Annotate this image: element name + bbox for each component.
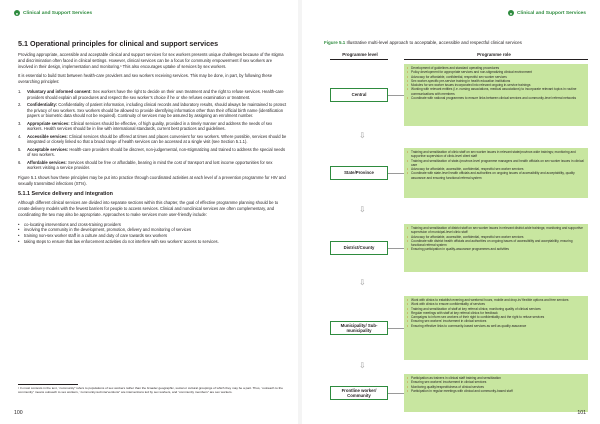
- bullet-icon: •: [407, 315, 409, 319]
- bullet-icon: •: [407, 306, 409, 311]
- principle-number: 2.: [18, 101, 22, 107]
- bullet-icon: •: [407, 298, 409, 302]
- programme-role-text: Regular meetings with staff at key referral clinics for feedback: [411, 310, 498, 315]
- programme-role-item: [407, 96, 585, 100]
- bullet-icon: •: [407, 66, 409, 70]
- figure-label: Figure 5.1: [324, 40, 346, 45]
- programme-role-text: Ensuring sex workers’ involvement in clinical services: [411, 319, 487, 324]
- programme-role-text: Coordinate with state-level health officials and authorities on ongoing issues of accessibility and acceptability, quality assurance and ensuring functional referral system: [411, 171, 575, 180]
- programme-role-text: Participation as trainers in clinical staff training and sensitization: [411, 376, 501, 380]
- section-title: 5.1 Operational principles for clinical and support services: [18, 39, 219, 48]
- bullet-icon: •: [407, 388, 409, 393]
- programme-role-text: Campaigns to inform sex workers of their right to confidentiality and the right to refuse services: [411, 315, 545, 319]
- principle-lead: Voluntary and informed consent:: [27, 88, 92, 94]
- bullet-icon: •: [407, 70, 409, 75]
- programme-role-box: [404, 64, 588, 126]
- principle-number: 4.: [18, 133, 22, 139]
- bullet-icon: •: [407, 234, 409, 239]
- bullet-icon: •: [407, 74, 409, 79]
- principle-body: [27, 147, 288, 158]
- bullet-icon: •: [407, 238, 409, 243]
- principle-lead: Affordable services:: [27, 159, 67, 165]
- left-body: [18, 40, 288, 249]
- subsection-title: 5.1.1 Service delivery and integration: [18, 191, 113, 198]
- down-arrow-icon: ⇩: [359, 278, 366, 287]
- bullet-icon: •: [407, 167, 409, 171]
- principle-text: Services should be free or affordable, bearing in mind the cost of transport and lost income opportunities for sex workers visiting a service provider.: [27, 159, 273, 171]
- down-arrow-icon: ⇩: [359, 131, 366, 140]
- programme-role-box: [404, 148, 588, 198]
- bullet-icon: •: [18, 233, 20, 239]
- running-head-left: [14, 10, 92, 16]
- programme-level-box: Central: [330, 88, 388, 102]
- bullet-icon: •: [407, 158, 409, 163]
- principle-body: [27, 134, 288, 145]
- figure-reference: Figure 5.1 shows how these principles may be put into practice through coordinated activities at each level of a prevention programme for HIV and sexually transmitted infections (STIs).: [18, 175, 286, 186]
- programme-role-item: [407, 226, 585, 235]
- programme-level-box: Frontline worker/ Community: [330, 386, 388, 400]
- programme-level-box: State/Province: [330, 166, 388, 180]
- page-number-left: 100: [14, 410, 23, 416]
- bullet-icon: •: [18, 238, 20, 244]
- bullet-icon: •: [407, 376, 409, 380]
- right-page: [302, 0, 600, 424]
- programme-role-item: [407, 239, 585, 248]
- programme-role-text: Modules for sex worker issues incorporated into relevant ongoing in-service trainings: [411, 83, 531, 87]
- programme-role-box: [404, 296, 588, 360]
- running-head-right: [508, 10, 586, 16]
- bullet-icon: •: [407, 323, 409, 328]
- principles-intro: It is essential to build trust between health-care providers and sex workers receiving services. This may be done, in part, by following these overarching principles:: [18, 73, 273, 85]
- bullet-icon: •: [407, 171, 409, 176]
- approach-text: taking steps to ensure that law enforcement activities do not interfere with sex workers’ access to services.: [24, 238, 219, 244]
- bullet-icon: •: [18, 227, 20, 233]
- programme-role-text: Policy development for appropriate services and non-stigmatizing clinical environment: [411, 70, 533, 75]
- programme-role-text: Monitoring quality/respectfulness of clinical services: [411, 384, 484, 389]
- principle-text: Sex workers have the right to decide on their own treatment and the right to refuse services. Health-care providers should explain all procedures and respect the sex worker’s choice if he or she refuses examination or treatment.: [27, 88, 284, 100]
- principle-text: Health-care providers should be discreet, non-judgemental, non-stigmatizing and trained to address the special needs of sex workers.: [27, 146, 286, 158]
- principles-list: [18, 89, 288, 171]
- approach-item: [18, 239, 288, 245]
- programme-role-list: [407, 150, 585, 180]
- programme-role-text: Development of guidelines and standard operating procedures: [411, 66, 500, 70]
- principle-item: [18, 134, 288, 145]
- bullet-icon: •: [18, 221, 20, 227]
- programme-role-item: [407, 150, 585, 159]
- programme-role-list: [407, 376, 585, 393]
- level-connector-line: [388, 95, 404, 96]
- programme-role-text: Ensuring participation in quality-assurance programmes and activities: [411, 247, 509, 252]
- header-rule-role: [404, 59, 588, 60]
- programme-level-box: District/County: [330, 241, 388, 255]
- programme-role-text: Training and sensitization of district staff on sex worker issues in relevant district-wide trainings; monitoring and supportive supervision of municipal-level clinic staff: [411, 226, 583, 235]
- programme-role-text: Training and sensitization of clinic staff on sex worker issues in relevant state/province-wide trainings; monitoring and supportive supervision of clinic-level client staff: [411, 150, 576, 159]
- programme-role-box: [404, 374, 588, 412]
- programme-role-text: Advocacy for affordable, accessible, confidential, respectful sex worker services: [411, 167, 524, 171]
- programme-role-item: [407, 171, 585, 180]
- figure-caption: [324, 40, 522, 45]
- programme-role-text: Sex worker-specific pre-service training in health education institutions: [411, 78, 511, 83]
- programme-role-item: [407, 87, 585, 96]
- programme-role-text: Training and sensitization of state-/province-level programme managers and health officials on sex worker issues in clinical care: [411, 158, 584, 167]
- left-page: [0, 0, 298, 424]
- programme-role-text: Ensuring effective links to community-based services as well as quality assurance: [411, 323, 527, 328]
- principle-text: Clinical services should be offered at times and places convenient for sex workers. Where possible, services should be integrated or closely linked so that a broad range of health services can be accessed at a single visit (see Section 5.1.1).: [27, 133, 287, 145]
- bullet-icon: •: [407, 384, 409, 389]
- bullet-icon: •: [407, 226, 409, 230]
- principle-item: [18, 160, 288, 171]
- programme-level-box: Municipality/ Sub-municipality: [330, 321, 388, 335]
- bullet-icon: •: [407, 380, 409, 385]
- intro-paragraph: Providing appropriate, accessible and acceptable clinical and support services for sex workers presents unique challenges because of the stigma and discrimination often faced in clinical settings. However, clinical services can be a focus for community empowerment if sex workers are involved in their design, implementation and monitoring.¹ This also encourages uptake of services by sex workers.: [18, 52, 284, 69]
- down-arrow-icon: ⇩: [359, 361, 366, 370]
- column-header-level: Programme level: [342, 52, 378, 57]
- down-arrow-icon: ⇩: [359, 205, 366, 214]
- bullet-icon: •: [407, 319, 409, 324]
- programme-role-text: Participation in regular meetings with clinical and community-based staff: [411, 388, 513, 393]
- programme-role-text: Coordinate with national programmes to ensure links between clinical services and community-level referral networks: [411, 95, 577, 100]
- principle-item: [18, 121, 288, 132]
- principle-lead: Appropriate services:: [27, 120, 70, 126]
- principle-lead: Acceptable services:: [27, 146, 69, 152]
- principle-number: 5.: [18, 146, 22, 152]
- principle-item: [18, 147, 288, 158]
- programme-role-text: Advocacy for affordable, confidential, respectful sex worker services: [411, 74, 507, 79]
- principle-number: 1.: [18, 88, 22, 94]
- footnote-rule: [18, 384, 78, 385]
- programme-role-text: Working with relevant entities (i.e. nursing associations, medical associations) to incorporate relevant topics in routine communications with members: [411, 87, 577, 96]
- programme-role-item: [407, 247, 585, 251]
- programme-role-text: Advocacy for affordable, accessible, confidential, respectful sex worker services: [411, 234, 524, 239]
- programme-role-item: [407, 324, 585, 328]
- principle-text: Clinical services should be effective, of high quality, provided in a timely manner and address the needs of sex workers. Health services should be in line with international standards, current best practices and guidelines.: [27, 120, 273, 132]
- bullet-icon: •: [407, 78, 409, 83]
- programme-role-list: [407, 226, 585, 252]
- circle-bullet-icon: ●: [509, 10, 513, 16]
- principle-body: [27, 121, 288, 132]
- programme-role-text: Training and sensitization of staff at key referral clinics; monitoring quality of clinical services: [411, 306, 541, 311]
- principle-item: [18, 89, 288, 100]
- running-head-text: Clinical and Support Services: [516, 10, 586, 16]
- programme-role-list: [407, 298, 585, 328]
- programme-role-text: Work with clinics to ensure confidentiality of services: [411, 302, 485, 307]
- footnote: ¹ In most contexts in the text, “community” refers to populations of sex workers rather than the broader geographic, social or cultural groupings of which they may be a part. Thus, “outreach to the community” means outreach to sex workers, “community-led interventions” are interventions led by sex workers, and “community members” are sex workers.: [18, 386, 283, 395]
- principle-text: Confidentiality of patient information, including clinical records and laboratory results, should always be maintained to protect the privacy of sex workers. Sex workers should be allowed to provide identifying information other than their official birth name (identification papers or biometric data should not be required). Continuity of services may be assured by assigning an enrolment number.: [27, 101, 287, 119]
- principle-number: 3.: [18, 120, 22, 126]
- bullet-icon: •: [407, 310, 409, 315]
- bullet-icon: •: [407, 247, 409, 252]
- level-connector-line: [388, 328, 404, 329]
- programme-role-text: Work with clinics to establish evening and weekend hours, mobile and drop-in/ flexible options and free services: [411, 298, 569, 302]
- programme-role-list: [407, 66, 585, 100]
- bullet-icon: •: [407, 150, 409, 154]
- programme-role-item: [407, 159, 585, 168]
- programme-role-box: [404, 224, 588, 272]
- bullet-icon: •: [407, 83, 409, 87]
- principle-item: [18, 102, 288, 119]
- bullet-icon: •: [407, 302, 409, 307]
- principle-lead: Confidentiality:: [27, 101, 58, 107]
- delivery-paragraph: Although different clinical services are divided into separate sections within this chapter, the goal of effective programme planning should be to create delivery models with the fewest barriers for people to access services. Clinical and nonclinical services are often complementary, and coordinating the two may also be appropriate. Approaches to make services more user-friendly include:: [18, 200, 279, 217]
- approach-text: co-locating interventions and cross-training providers: [24, 221, 121, 227]
- programme-role-text: Ensuring sex workers’ involvement in clinical services: [411, 380, 487, 385]
- level-connector-line: [388, 393, 404, 394]
- principle-lead: Accessible services:: [27, 133, 68, 139]
- approaches-list: [18, 222, 288, 245]
- principle-number: 6.: [18, 159, 22, 165]
- column-header-role: Programme role: [477, 52, 511, 57]
- figure-title: Illustrative multi-level approach to acceptable, accessible and respectful clinical services: [345, 40, 522, 45]
- programme-role-text: Coordinate with district health officials and authorities on ongoing issues of accessibility and acceptability, ensuring functional referral system: [411, 238, 573, 247]
- principle-body: [27, 89, 288, 100]
- level-connector-line: [388, 248, 404, 249]
- bullet-icon: •: [407, 87, 409, 92]
- multi-level-diagram: [324, 52, 588, 412]
- principle-body: [27, 102, 288, 119]
- programme-role-item: [407, 389, 585, 393]
- principle-body: [27, 160, 288, 171]
- approach-text: involving the community in the development, promotion, delivery and monitoring of services: [24, 227, 192, 233]
- approach-text: training non-sex worker staff in a culture and duty of care towards sex workers: [24, 233, 168, 239]
- circle-bullet-icon: ●: [15, 10, 19, 16]
- header-rule-level: [330, 59, 388, 60]
- bullet-icon: •: [407, 95, 409, 100]
- level-connector-line: [388, 173, 404, 174]
- running-head-text: Clinical and Support Services: [23, 10, 93, 16]
- page-number-right: 101: [577, 410, 586, 416]
